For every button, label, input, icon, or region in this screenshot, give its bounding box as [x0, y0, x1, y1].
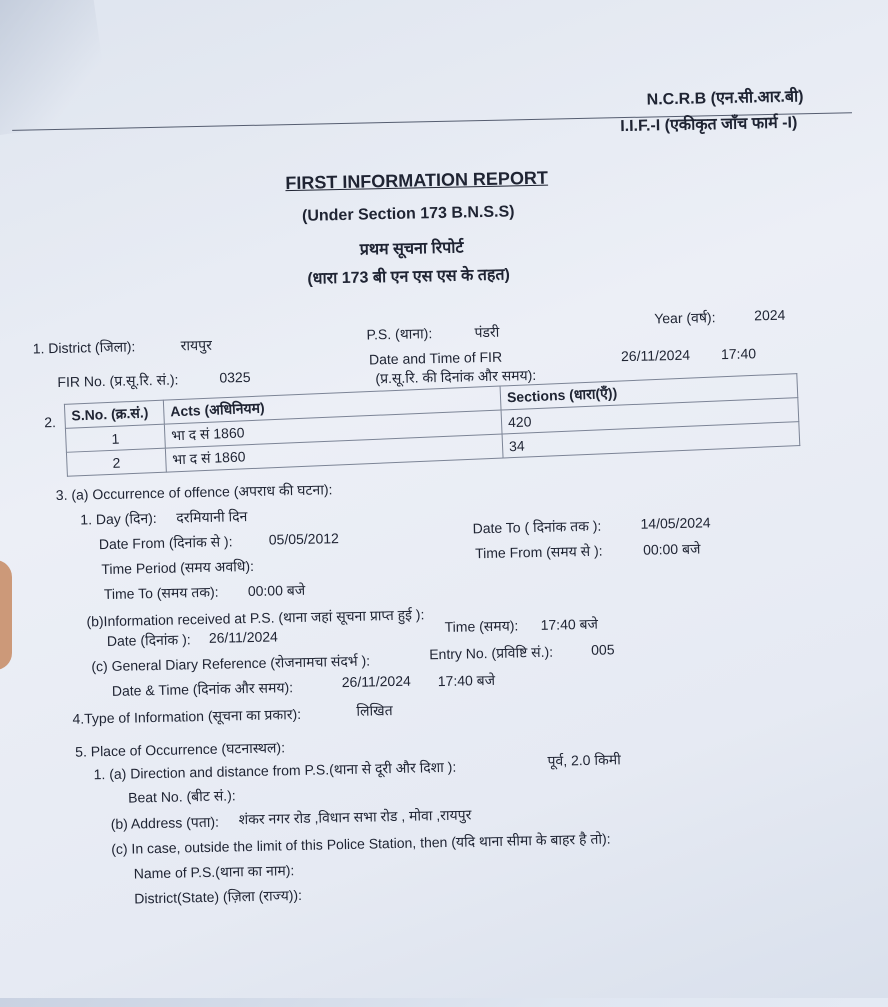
- info-time-value: 17:40 बजे: [540, 615, 599, 633]
- info-type-label: 4.Type of Information (सूचना का प्रकार):: [72, 705, 302, 727]
- acts-section-number: 2.: [44, 414, 57, 431]
- gd-entry-label: Entry No. (प्रविष्टि सं.):: [429, 643, 554, 663]
- fir-datetime-label-hindi: (प्र.सू.रि. की दिनांक और समय):: [375, 366, 537, 387]
- year-label: Year (वर्ष):: [654, 309, 716, 327]
- fir-time: 17:40: [720, 345, 757, 363]
- beat-label: Beat No. (बीट सं.):: [127, 787, 236, 806]
- direction-label: 1. (a) Direction and distance from P.S.(थाना से दूरी और दिशा ):: [93, 758, 457, 783]
- fir-value: 0325: [219, 368, 251, 386]
- ncrb-header: N.C.R.B (एन.सी.आर.बी): [646, 88, 804, 109]
- year-value: 2024: [754, 306, 786, 324]
- ps-label: P.S. (थाना):: [366, 325, 433, 343]
- district-state-label: District(State) (ज़िला (राज्य)):: [134, 886, 303, 907]
- date-from-value: 05/05/2012: [268, 530, 340, 548]
- outside-limit-label: (c) In case, outside the limit of this Police Station, then (यदि थाना सीमा के बाहर है तो):: [111, 830, 611, 857]
- row-act: भा द सं 1860: [164, 410, 502, 448]
- time-period-label: Time Period (समय अवधि):: [101, 557, 255, 578]
- info-time-label: Time (समय):: [444, 617, 519, 635]
- direction-value: पूर्व, 2.0 किमी: [547, 751, 621, 769]
- date-to-label: Date To ( दिनांक तक ):: [472, 517, 602, 537]
- hindi-section: (धारा 173 बी एन एस एस के तहत): [307, 266, 510, 288]
- time-to-value: 00:00 बजे: [247, 581, 306, 600]
- col-sno: S.No. (क्र.सं.): [64, 400, 164, 428]
- row-section: 420: [501, 398, 799, 434]
- gd-date-value: 26/11/2024: [341, 672, 411, 691]
- address-label: (b) Address (पता):: [110, 813, 220, 832]
- info-date-value: 26/11/2024: [208, 628, 279, 646]
- info-type-value: लिखित: [356, 702, 393, 719]
- address-value: शंकर नगर रोड ,विधान सभा रोड , मोवा ,रायपुर: [238, 806, 472, 828]
- gd-time-value: 17:40 बजे: [437, 671, 496, 690]
- occurrence-label: 3. (a) Occurrence of offence (अपराध की घटना):: [55, 481, 333, 504]
- day-value: दरमियानी दिन: [176, 508, 248, 526]
- ps-value: पंडरी: [474, 323, 500, 341]
- info-date-label: Date (दिनांक ):: [106, 631, 191, 650]
- day-label: 1. Day (दिन):: [80, 509, 157, 528]
- fir-datetime-label: Date and Time of FIR: [368, 348, 503, 368]
- gd-entry-value: 005: [591, 641, 615, 658]
- under-section: (Under Section 173 B.N.S.S): [301, 203, 515, 225]
- col-acts: Acts (अधिनियम): [163, 386, 501, 424]
- gd-reference-label: (c) General Diary Reference (रोजनामचा संदर्भ ):: [91, 652, 371, 675]
- district-value: रायपुर: [180, 336, 213, 354]
- page-title: FIRST INFORMATION REPORT: [285, 167, 549, 194]
- row-sno: 1: [65, 424, 165, 452]
- district-label: 1. District (जिला):: [32, 338, 136, 357]
- time-to-label: Time To (समय तक):: [103, 583, 219, 603]
- time-from-value: 00:00 बजे: [642, 540, 701, 558]
- row-sno: 2: [66, 448, 166, 476]
- col-sections: Sections (धारा(एँ)): [500, 374, 798, 410]
- hindi-title: प्रथम सूचना रिपोर्ट: [359, 239, 464, 259]
- row-act: भा द सं 1860: [165, 434, 503, 472]
- ps-name-label: Name of P.S.(थाना का नाम):: [133, 862, 295, 882]
- fir-date: 26/11/2024: [620, 346, 691, 365]
- gd-datetime-label: Date & Time (दिनांक और समय):: [111, 679, 294, 699]
- date-from-label: Date From (दिनांक से ):: [98, 533, 233, 553]
- date-to-value: 14/05/2024: [640, 514, 711, 532]
- time-from-label: Time From (समय से ):: [474, 542, 603, 562]
- info-received-label: (b)Information received at P.S. (थाना जहां सूचना प्राप्त हुई ):: [86, 606, 425, 630]
- fir-label: FIR No. (प्र.सू.रि. सं.):: [57, 371, 179, 390]
- row-section: 34: [502, 422, 800, 458]
- place-label: 5. Place of Occurrence (घटनास्थल):: [75, 739, 286, 760]
- iif-header: I.I.F.-I (एकीकृत जाँच फार्म -I): [620, 114, 798, 136]
